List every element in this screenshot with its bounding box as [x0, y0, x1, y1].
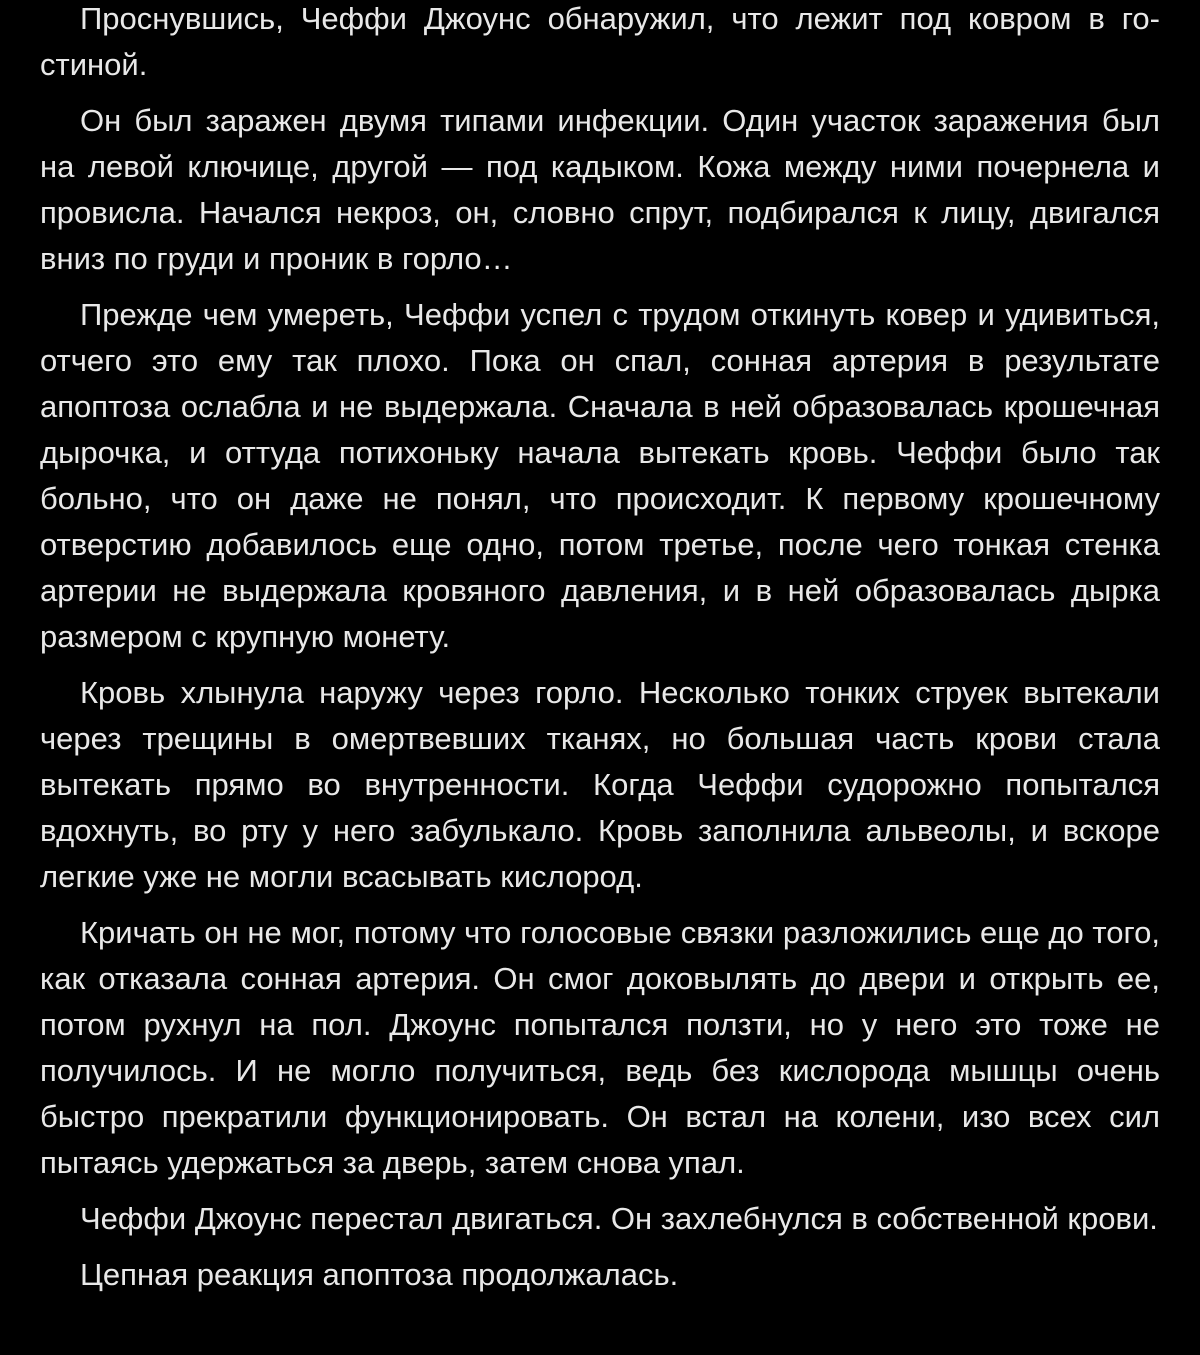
paragraph-3: Прежде чем умереть, Чеффи успел с трудом откинуть ковер и удивиться, отчего это ему так плохо. Пока он спал, сонная артерия в результате апоптоза ослабла и не выдержала. Сначала в ней образовалась крошечная дырочка, и оттуда потихоньку начала вытекать кровь. Чеффи было так больно, что он даже не понял, что происходит. К первому крошечному отверстию добавилось еще одно, потом третье, после чего тонкая стенка артерии не выдержала кровяного давления, и в ней образовалась дырка размером с крупную монету. — [40, 297, 1160, 654]
paragraph-1: Проснувшись, Чеффи Джоунс обнаружил, что лежит под ковром в гостиной. — [40, 1, 1160, 82]
paragraph-2: Он был заражен двумя типами инфекции. Один участок заражения был на левой ключице, другой — под кадыком. Кожа между ними почернела и провисла. Начался некроз, он, словно спрут, подбирался к лицу, двигался вниз по груди и проник в горло… — [40, 103, 1160, 276]
paragraph-4: Кровь хлынула наружу через горло. Несколько тонких струек вытекали через трещины в омертвевших тканях, но большая часть крови стала вытекать прямо во внутренности. Когда Чеффи судорожно попытался вдохнуть, во рту у него забулькало. Кровь заполнила альвеолы, и вскоре легкие уже не могли всасывать кислород. — [40, 675, 1160, 894]
paragraph-5: Кричать он не мог, потому что голосовые связки разложились еще до того, как отказала сонная артерия. Он смог доковылять до двери и открыть ее, потом рухнул на пол. Джоунс попытался ползти, но у него это тоже не получилось. И не могло получиться, ведь без кислорода мышцы очень быстро прекратили функционировать. Он встал на колени, изо всех сил пытаясь удержаться за дверь, затем снова упал. — [40, 915, 1160, 1180]
paragraph-7: Цепная реакция апоптоза продолжалась. — [80, 1257, 679, 1292]
paragraph-6: Чеффи Джоунс перестал двигаться. Он захлебнулся в собственной крови. — [80, 1201, 1158, 1236]
reader-page[interactable] — [40, 0, 1160, 1308]
